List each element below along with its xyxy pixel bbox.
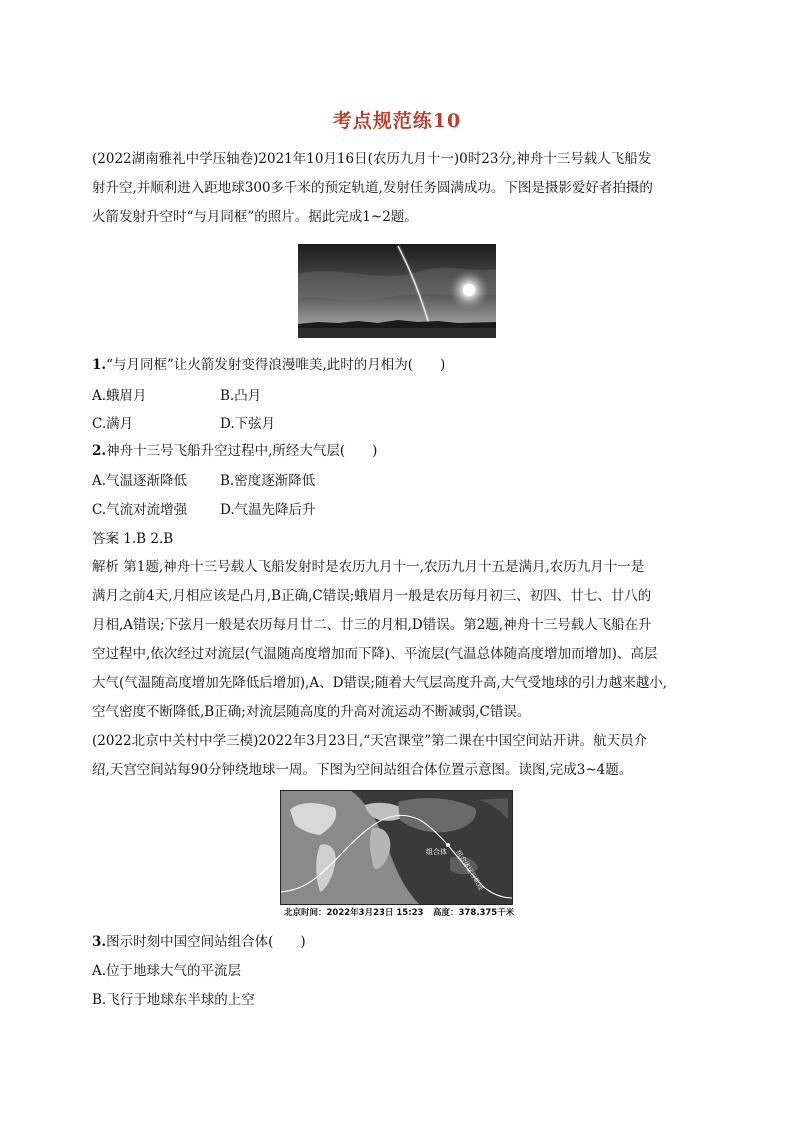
q2-option-a: A.气温逐渐降低 — [92, 473, 188, 489]
passage1-line: 火箭发射升空时“与月同框”的照片。据此完成1~2题。 — [92, 209, 418, 225]
analysis-line: 月相,A错误;下弦月一般是农历每月廿二、廿三的月相,D错误。第2题,神舟十三号载人飞船在升 — [92, 617, 652, 633]
question-stem: 神舟十三号飞船升空过程中,所经大气层( ) — [106, 443, 378, 459]
question-stem: “与月同框”让火箭发射变得浪漫唯美,此时的月相为( ) — [106, 357, 446, 373]
analysis-line: 空过程中,依次经过对流层(气温随高度增加而下降)、平流层(气温总体随高度增加而增加)、高层 — [92, 646, 658, 662]
passage2-line: (2022北京中关村中学三模)2022年3月23日,“天宫课堂”第二课在中国空间站开讲。航天员介 — [92, 733, 648, 749]
question-number: 2. — [92, 443, 107, 459]
caption-time: 北京时间：2022年3月23日 15:23 — [284, 908, 424, 918]
rocket-launch-photo — [298, 244, 496, 338]
q2-option-d: D.气温先降后升 — [220, 502, 316, 518]
q1-option-b: B.凸月 — [220, 388, 262, 404]
question-3 — [92, 932, 306, 952]
page-title: 考点规范练10 — [332, 110, 462, 132]
answer-line: 答案 1.B 2.B — [92, 531, 174, 547]
q1-option-d: D.下弦月 — [220, 416, 276, 432]
passage1-line: 射升空,并顺利进入距地球300多千米的预定轨道,发射任务圆满成功。下图是摄影爱好者拍摄的 — [92, 180, 653, 196]
analysis-line: 满月之前4天,月相应该是凸月,B正确,C错误;蛾眉月一般是农历每月初三、初四、廿七、廿八的 — [92, 588, 652, 604]
q1-option-c: C.满月 — [92, 416, 134, 432]
question-1 — [92, 355, 445, 375]
q2-option-b: B.密度逐渐降低 — [220, 473, 316, 489]
space-station-map — [280, 790, 513, 905]
question-number: 3. — [92, 934, 107, 950]
question-stem: 图示时刻中国空间站组合体( ) — [106, 934, 306, 950]
question-number: 1. — [92, 357, 107, 373]
q2-option-c: C.气流对流增强 — [92, 502, 188, 518]
q1-option-a: A.蛾眉月 — [92, 388, 147, 404]
station-label: 组合体 — [426, 848, 447, 856]
analysis-line: 大气(气温随高度增加先降低后增加),A、D错误;随着大气层高度升高,大气受地球的引力越来越小, — [92, 675, 668, 691]
analysis-line: 解析 第1题,神舟十三号载人飞船发射时是农历九月十一,农历九月十五是满月,农历九月十一是 — [92, 559, 645, 575]
q3-option-a: A.位于地球大气的平流层 — [92, 963, 242, 979]
q3-option-b: B.飞行于地球东半球的上空 — [92, 992, 255, 1008]
passage2-line: 绍,天宫空间站每90分钟绕地球一周。下图为空间站组合体位置示意图。读图,完成3~4题。 — [92, 762, 633, 778]
question-2 — [92, 441, 377, 461]
passage1-line: (2022湖南雅礼中学压轴卷)2021年10月16日(农历九月十一)0时23分,神舟十三号载人飞船发 — [92, 151, 652, 167]
orbit-label: 组合体运行轨迹 — [454, 848, 486, 892]
caption-altitude: 高度：378.375千米 — [433, 908, 515, 918]
analysis-line: 空气密度不断降低,B正确;对流层随高度的升高对流运动不断减弱,C错误。 — [92, 704, 531, 720]
